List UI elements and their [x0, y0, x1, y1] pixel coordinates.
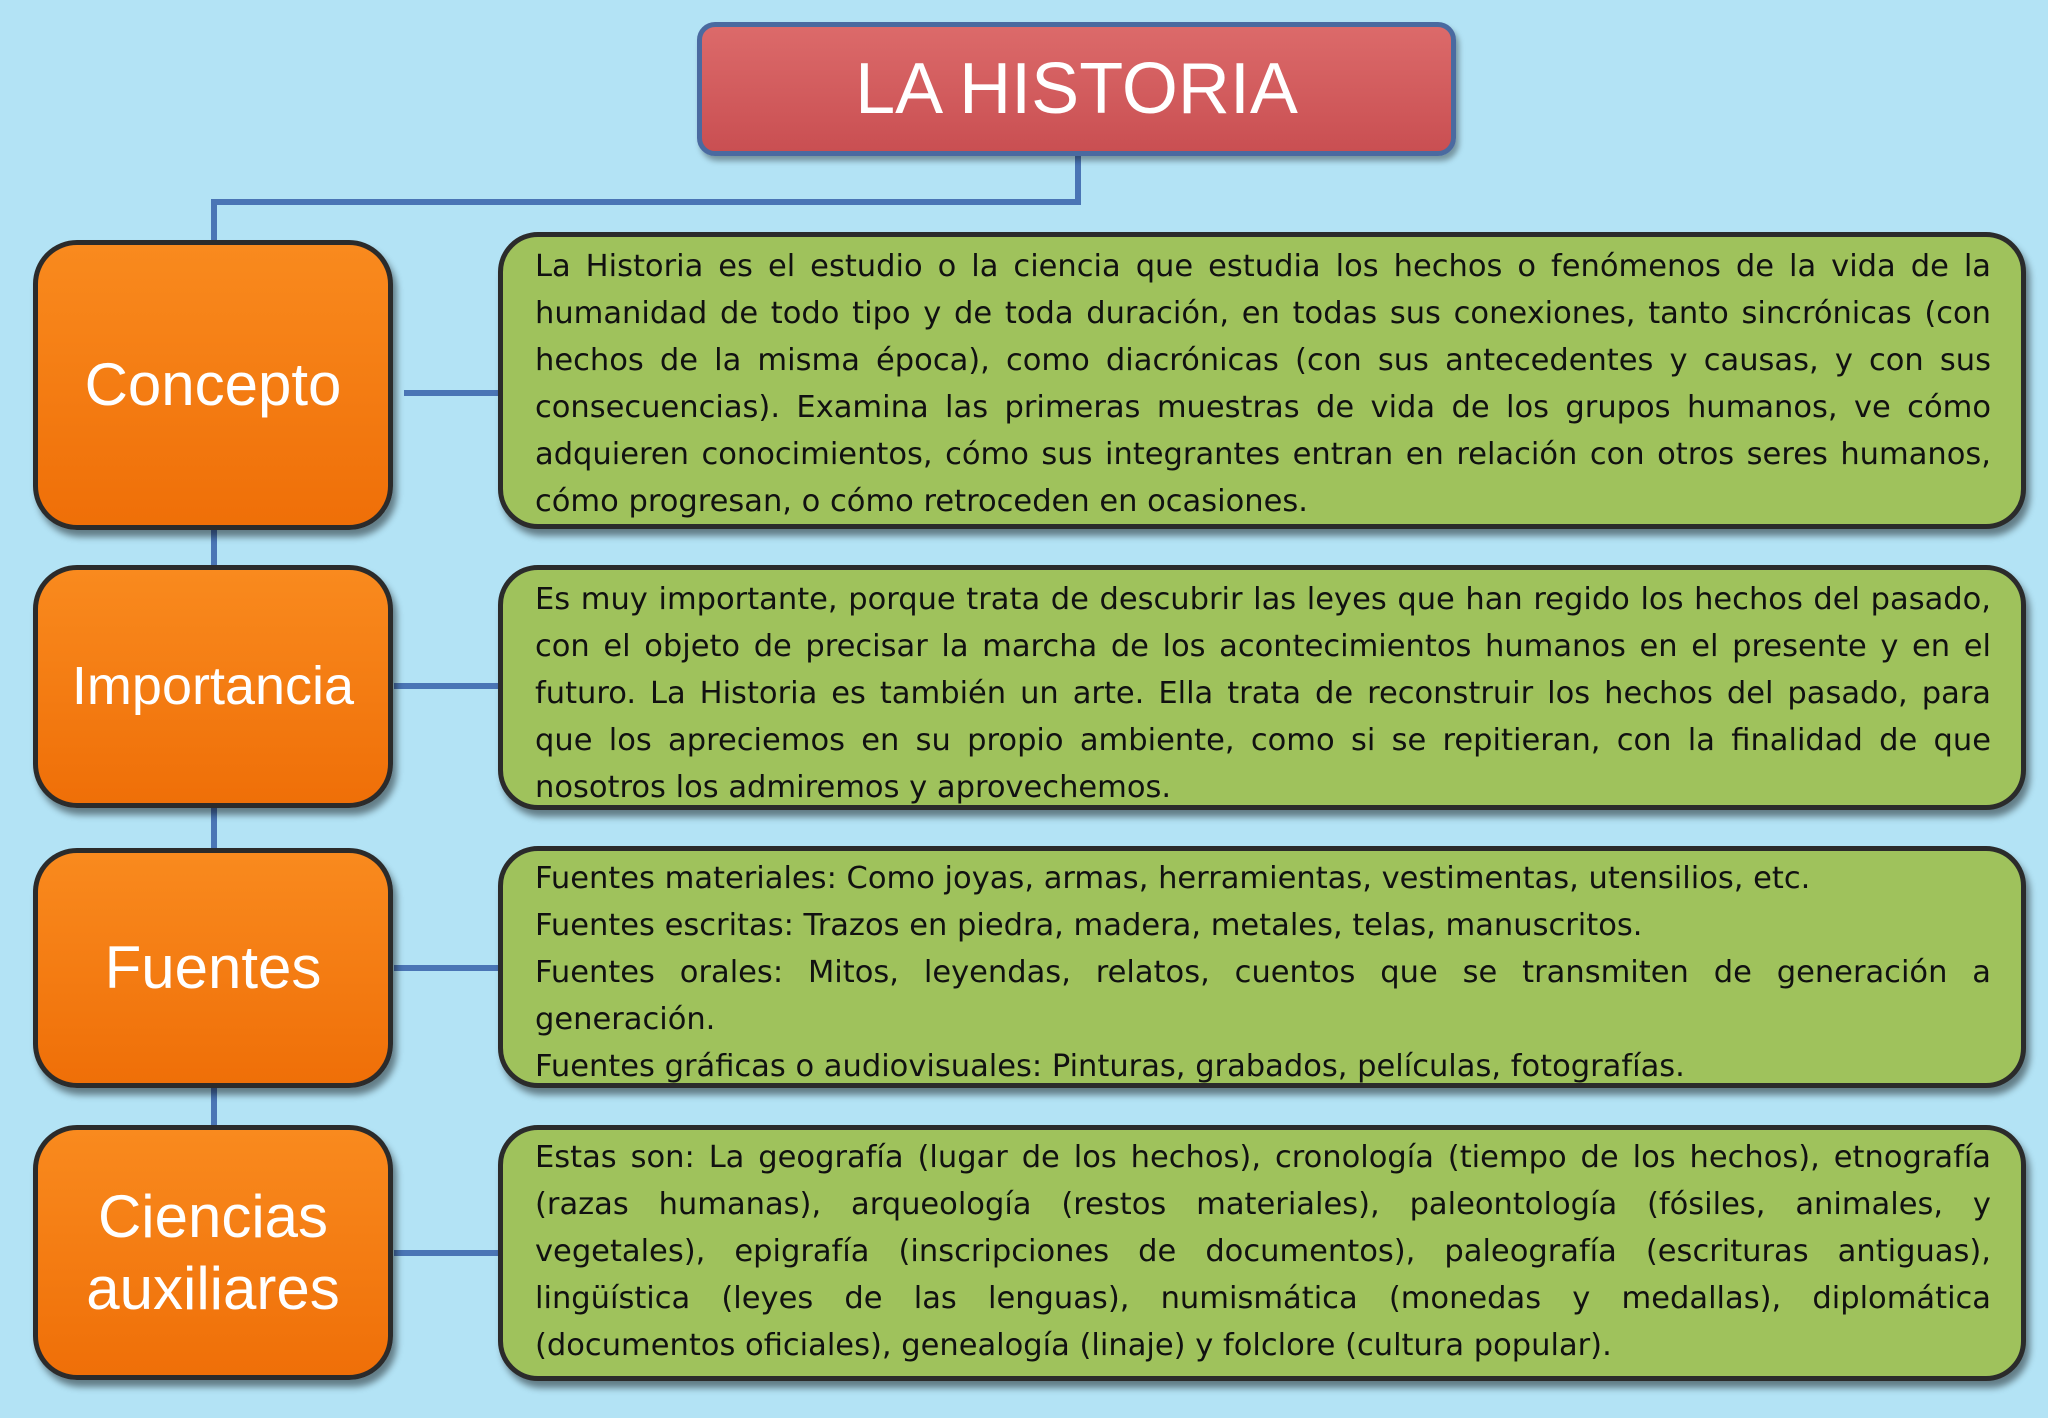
description-text: La Historia es el estudio o la ciencia que estudia los hechos o fenómenos de la vida de la humanidad de todo tipo y de toda duración, en todas sus conexiones, tanto sincrónicas (con hechos de la misma época), como diacrónicas (con sus antecedentes y causas, y con sus consecuencias). Examina las primeras muestras de vida de los grupos humanos, ve cómo adquieren conocimientos, cómo sus integrantes entran en relación con otros seres humanos, cómo progresan, o cómo retroceden en ocasiones.: [535, 249, 1991, 519]
fuentes-line: Fuentes materiales: Como joyas, armas, herramientas, vestimentas, utensilios, etc.: [535, 861, 1811, 896]
category-label: Fuentes: [104, 934, 322, 1001]
fuentes-line: Fuentes gráficas o audiovisuales: Pinturas, grabados, películas, fotografías.: [535, 1049, 1685, 1084]
category-fuentes: [33, 848, 393, 1088]
description-text: Es muy importante, porque trata de descubrir las leyes que han regido los hechos del pasado, con el objeto de precisar la marcha de los acontecimientos humanos en el presente y en el futuro. La Historia es también un arte. Ella trata de reconstruir los hechos del pasado, para que los apreciemos en su propio ambiente, como si se repitieran, con la finalidad de que nosotros los admiremos y aprovechemos.: [535, 582, 1991, 805]
category-label: Concepto: [84, 351, 342, 418]
fuentes-line: Fuentes orales: Mitos, leyendas, relatos, cuentos que se transmiten de generación a generación.: [535, 955, 1991, 1037]
description-concepto: [498, 232, 2026, 529]
category-label: Importancia: [71, 656, 355, 717]
description-ciencias-auxiliares: [498, 1125, 2026, 1381]
fuentes-line: Fuentes escritas: Trazos en piedra, madera, metales, telas, manuscritos.: [535, 908, 1643, 943]
category-label-line1: Ciencias: [97, 1182, 329, 1250]
description-fuentes: [498, 846, 2026, 1088]
page-title: LA HISTORIA: [855, 49, 1298, 129]
category-label-line2: auxiliares: [86, 1254, 340, 1322]
category-importancia: [33, 565, 393, 808]
title-box: [697, 22, 1456, 156]
description-text: Estas son: La geografía (lugar de los hechos), cronología (tiempo de los hechos), etnografía (razas humanas), arqueología (restos materiales), paleontología (fósiles, animales, y vegetales), epigrafía (inscripciones de documentos), paleografía (escrituras antiguas), lingüística (leyes de las lenguas), numismática (monedas y medallas), diplomática (documentos oficiales), genealogía (linaje) y folclore (cultura popular).: [535, 1140, 1991, 1363]
description-importancia: [498, 565, 2026, 810]
category-concepto: [33, 240, 393, 530]
title-connector: [214, 156, 1078, 240]
category-ciencias-auxiliares: [33, 1125, 393, 1380]
